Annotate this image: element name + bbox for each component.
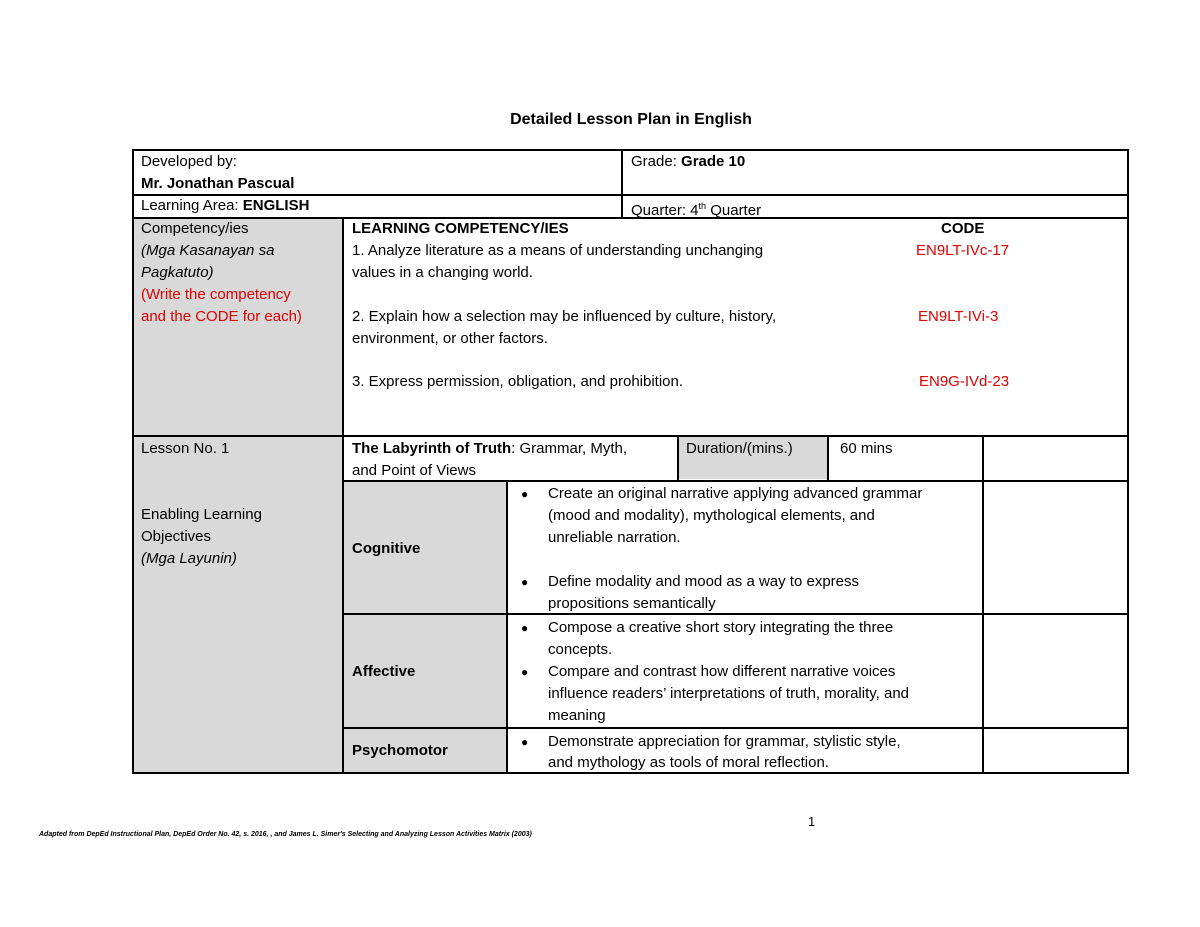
lesson-title-line1: The Labyrinth of Truth: Grammar, Myth, — [352, 440, 628, 457]
objectives-label-1: Enabling Learning — [141, 506, 262, 523]
objectives-translation: (Mga Layunin) — [141, 550, 237, 567]
competency-2-line1: 2. Explain how a selection may be influenced by culture, history, — [352, 308, 777, 325]
cognitive-objective-1-line3: unreliable narration. — [548, 529, 681, 546]
learning-area-value: ENGLISH — [242, 197, 310, 214]
competency-3-line1: 3. Express permission, obligation, and prohibition. — [352, 373, 684, 390]
competency-label: Competency/ies — [141, 220, 249, 237]
lesson-number: Lesson No. 1 — [141, 440, 230, 457]
psychomotor-label: Psychomotor — [352, 742, 448, 759]
cognitive-objective-1-line2: (mood and modality), mythological elements, and — [548, 507, 875, 524]
footer-citation: Adapted from DepEd Instructional Plan, DepEd Order No. 42, s. 2016, , and James L. Simer's Selecting and Analyzing Lesson Activities Matrix (2003) — [39, 831, 532, 838]
duration-value: 60 mins — [840, 440, 893, 457]
cognitive-objective-2-line1: Define modality and mood as a way to express — [548, 573, 859, 590]
duration-label: Duration/(mins.) — [686, 440, 793, 457]
bullet-icon: ● — [521, 665, 529, 679]
competency-translation-1: (Mga Kasanayan sa — [141, 242, 275, 259]
competency-1-code: EN9LT-IVc-17 — [916, 242, 1010, 259]
bullet-icon: ● — [521, 487, 529, 501]
objectives-label-cell — [134, 437, 342, 772]
competency-1-line1: 1. Analyze literature as a means of understanding unchanging — [352, 242, 764, 259]
bullet-icon: ● — [521, 735, 529, 749]
quarter-field: Quarter: 4th Quarter — [631, 201, 762, 219]
psychomotor-objective-line1: Demonstrate appreciation for grammar, stylistic style, — [548, 733, 901, 750]
objectives-label-2: Objectives — [141, 528, 212, 545]
competency-2-line2: environment, or other factors. — [352, 330, 548, 347]
lesson-title-bold: The Labyrinth of Truth — [352, 440, 512, 457]
grade-field: Grade: Grade 10 — [631, 153, 746, 170]
bullet-icon: ● — [521, 575, 529, 589]
cognitive-objective-2-line2: propositions semantically — [548, 595, 716, 612]
lesson-title-line2: and Point of Views — [352, 462, 476, 479]
page-number: 1 — [808, 814, 816, 829]
code-column-header: CODE — [941, 220, 985, 237]
cognitive-label: Cognitive — [352, 540, 421, 557]
affective-objective-2-line1: Compare and contrast how different narrative voices — [548, 663, 896, 680]
bullet-icon: ● — [521, 621, 529, 635]
affective-label: Affective — [352, 663, 416, 680]
competency-instruction-2: and the CODE for each) — [141, 308, 302, 325]
competency-3-code: EN9G-IVd-23 — [919, 373, 1010, 390]
affective-objective-1-line2: concepts. — [548, 641, 613, 658]
cognitive-objective-1-line1: Create an original narrative applying advanced grammar — [548, 485, 923, 502]
document-title: Detailed Lesson Plan in English — [510, 111, 752, 128]
developer-name: Mr. Jonathan Pascual — [141, 175, 295, 192]
competency-2-code: EN9LT-IVi-3 — [918, 308, 999, 325]
competency-translation-2: Pagkatuto) — [141, 264, 214, 281]
competency-column-header: LEARNING COMPETENCY/IES — [352, 220, 569, 237]
competency-1-line2: values in a changing world. — [352, 264, 533, 281]
competency-instruction-1: (Write the competency — [141, 286, 291, 303]
developed-by-label: Developed by: — [141, 153, 237, 170]
learning-area-field: Learning Area: ENGLISH — [141, 197, 310, 214]
grade-value: Grade 10 — [681, 153, 746, 170]
psychomotor-objective-line2: and mythology as tools of moral reflection. — [548, 754, 829, 771]
affective-objective-2-line2: influence readers’ interpretations of truth, morality, and — [548, 685, 910, 702]
affective-objective-2-line3: meaning — [548, 707, 606, 724]
affective-objective-1-line1: Compose a creative short story integrating the three — [548, 619, 894, 636]
